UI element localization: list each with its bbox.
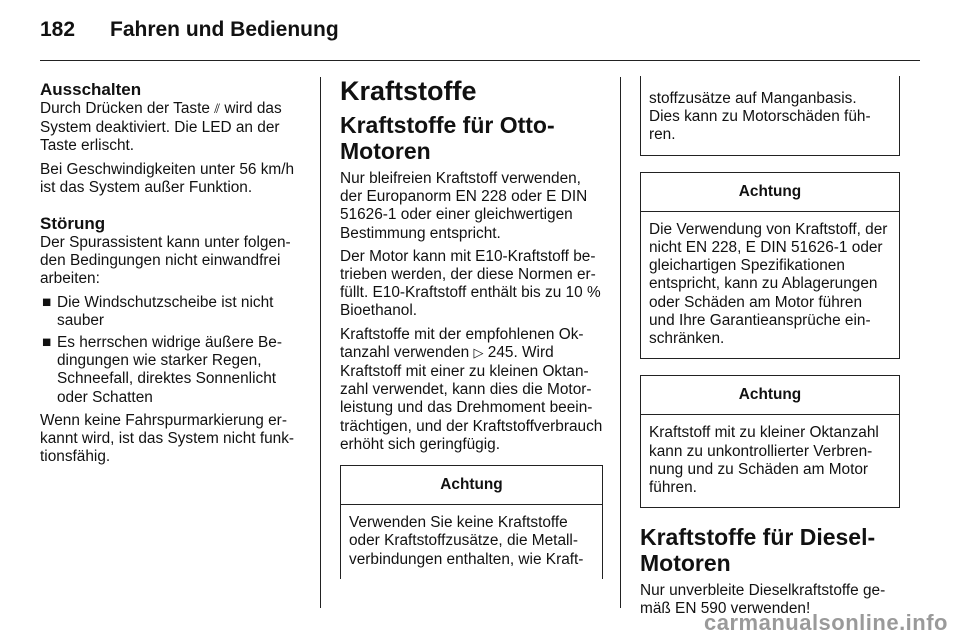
warning-box-continued [640,76,900,156]
page-header [40,18,339,42]
warning-box [340,465,603,579]
page-number: 182 [40,18,76,41]
column-1 [40,80,304,471]
section-heading-otto: Kraftstoffe für OttoMotoren [340,112,555,164]
warning-box [640,172,900,360]
paragraph-ausschalten [40,100,304,156]
chapter-title: Kraftstoffe [340,76,477,106]
watermark: carmanualsonline.info [704,610,948,635]
text-fragment: Kraftstoffe mit der empfohlenen Oktanzahl verwenden [340,325,584,361]
lane-assist-icon: ⫽ [214,102,221,117]
bullet-list [40,294,304,407]
section-heading-diesel: Kraftstoffe für DieselMotoren [640,524,876,577]
section-heading-stoerung: Störung [40,214,106,234]
paragraph-diesel: Nur unverbleite Dieselkraftstoffe gemäß EN 590 verwenden! [640,582,886,618]
page-title: Fahren und Bedienung [110,18,339,41]
warning-heading: Achtung [341,466,602,505]
warning-text: Die Verwendung von Kraftstoff, der nicht EN 228, E DIN 51626-1 oder gleichartigen Spezifikationen entspricht, kann zu Ablagerungen oder Schäden am Motor führen und Ihre Garantieansprüche einschränken. [649,220,888,348]
paragraph-no-marking: Wenn keine Fahrspurmarkierung erkannt wird, ist das System nicht funktionsfähig. [40,411,295,466]
page-reference[interactable]: 245 [487,343,514,361]
text-fragment: wird das System deaktiviert. Die LED an der Taste erlischt. [40,100,282,155]
list-item-text: Es herrschen widrige äußere Bedingungen wie starker Regen, Schneefall, direktes Sonnenlicht oder Schatten [57,334,282,406]
bullet-icon: ■ [42,293,52,311]
column-2 [340,76,603,579]
column-3 [640,76,900,624]
paragraph-stoerung: Der Spurassistent kann unter folgenden Bedingungen nicht einwandfrei arbeiten: [40,234,291,288]
section-heading-ausschalten: Ausschalten [40,80,142,99]
paragraph-octane [340,326,603,454]
column-divider-1 [320,77,321,608]
list-item [40,294,304,330]
paragraph-e10: Der Motor kann mit E10-Kraftstoff betrieben werden, der diese Normen erfüllt. E10-Kraftstoff enthält bis zu 10 % Bioethanol. [340,247,601,320]
text-fragment: . Wird Kraftstoff mit einer zu kleinen Oktanzahl verwendet, kann dies die Motorleistung und das Drehmoment beeinträchtigen, und der Kraftstoffverbrauch erhöht sich geringfügig. [340,343,603,453]
warning-text: stoffzusätze auf Manganbasis. Dies kann zu Motorschäden führen. [649,90,871,144]
warning-heading: Achtung [641,173,899,212]
header-rule [40,60,920,61]
list-item [40,334,304,407]
warning-box [640,375,900,508]
bullet-icon: ■ [42,334,52,352]
warning-text: Kraftstoff mit zu kleiner Oktanzahl kann zu unkontrollierter Verbrennung und zu Schäden am Motor führen. [649,424,879,497]
paragraph-speed: Bei Geschwindigkeiten unter 56 km/h ist das System außer Funktion. [40,160,295,196]
paragraph-fuel: Nur bleifreien Kraftstoff verwenden, der Europanorm EN 228 oder E DIN 51626-1 oder einer gleichwertigen Bestimmung entspricht. [340,170,588,242]
column-divider-2 [620,77,621,608]
warning-heading: Achtung [641,376,899,415]
text-fragment: Durch Drücken der Taste [40,100,210,117]
warning-text: Verwenden Sie keine Kraftstoffe oder Kraftstoffzusätze, die Metallverbindungen enthalten, wie Kraft- [349,514,584,568]
list-item-text: Die Windschutzscheibe ist nicht sauber [57,293,274,329]
reference-arrow-icon: ▷ [473,345,484,361]
